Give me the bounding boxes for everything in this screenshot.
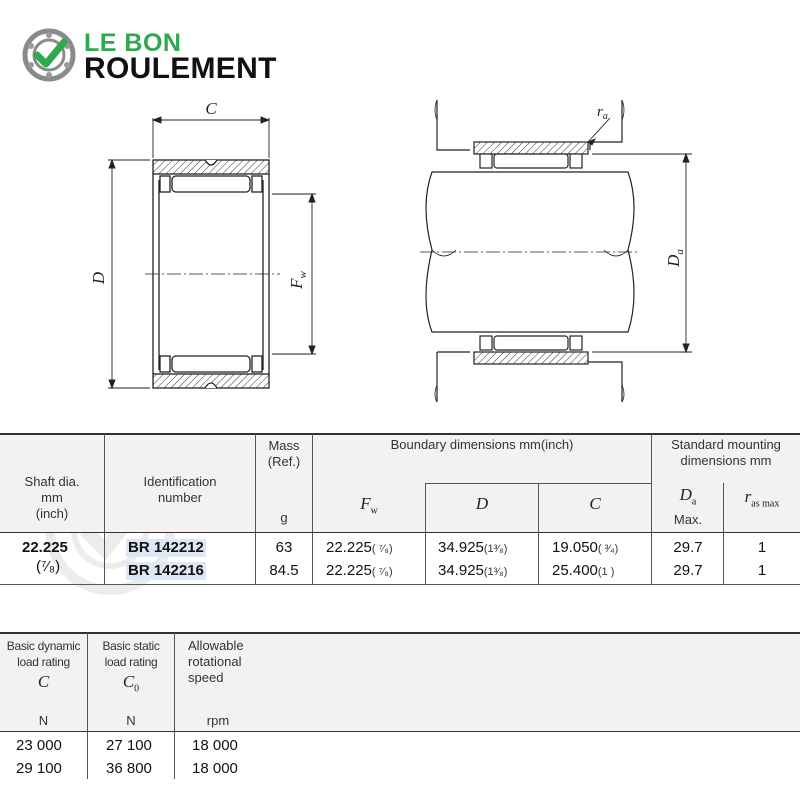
c-value: 19.050( ³⁄₄) [552,539,619,556]
speed-value: 18 000 [192,737,238,754]
row-divider [425,483,651,484]
label-da [664,249,686,268]
label-fw [287,270,309,289]
header-boundary: Boundary dimensions mm(inch) [390,437,574,452]
header-dynamic-symbol: C [37,672,50,691]
ras-value: 1 [757,539,767,556]
header-ras: $r_{as max}$ [744,487,780,510]
header-da: $D_a$ [679,485,697,508]
shaft-inch: (⁷⁄₈) [36,558,61,575]
header-mass-unit: g [280,510,288,525]
brand-logo [22,26,302,86]
header-d: D [475,494,489,513]
logo-text-bottom: ROULEMENT [84,52,277,85]
mass-value: 84.5 [269,562,299,579]
svg-text:Fw: $F_w$ [287,271,309,289]
ras-value: 1 [757,562,767,579]
header-static: Basic static load rating [102,639,160,669]
header-speed-unit: rpm [206,713,230,728]
bearing-check-icon [22,28,76,82]
mass-value: 63 [275,539,293,556]
d-value: 34.925(1³⁄₈) [438,562,508,579]
dynamic-rating-value: 23 000 [16,737,62,754]
col-divider [104,434,105,584]
label-d: D [89,271,108,285]
header-dynamic: Basic dynamic load rating [6,639,81,669]
bearing-section-view [145,160,280,388]
da-value: 29.7 [673,562,703,579]
header-mounting: Standard mounting dimensions mm [671,437,781,468]
header-dynamic-unit: N [38,713,49,728]
header-static-symbol: $C_0$ [122,672,140,695]
ident-number: BR 142216 [128,562,204,579]
label-c: C [205,99,217,118]
speed-value: 18 000 [192,760,238,777]
mounted-view [420,100,640,402]
logo-text-top: LE BON [84,29,182,57]
header-shaft: Shaft dia. mm (inch) [24,474,80,521]
fw-value: 22.225( ⁷⁄₈) [326,539,393,556]
header-identification: Identification number [143,474,217,505]
ident-number: BR 142212 [128,539,204,556]
dynamic-rating-value: 29 100 [16,760,62,777]
header-fw: $F_w$ [360,494,378,517]
dimension-lines-left [108,117,316,388]
static-rating-value: 36 800 [106,760,152,777]
svg-text:Da: $D_a$ [664,249,686,267]
header-static-unit: N [126,713,136,728]
d-value: 34.925(1³⁄₈) [438,539,508,556]
bearing-drawing [0,90,800,420]
header-da-max: Max. [673,512,703,527]
table1-bottom-border [0,584,800,585]
da-value: 29.7 [673,539,703,556]
fw-value: 22.225( ⁷⁄₈) [326,562,393,579]
col-divider [174,633,175,779]
static-rating-value: 27 100 [106,737,152,754]
shaft-value: 22.225 [22,539,68,556]
header-c: C [589,494,601,513]
c-value: 25.400(1 ) [552,562,615,579]
header-speed: Allowable rotational speed [188,638,244,685]
header-mass: Mass (Ref.) [267,438,301,469]
label-ra: $r_a$ [597,104,608,122]
